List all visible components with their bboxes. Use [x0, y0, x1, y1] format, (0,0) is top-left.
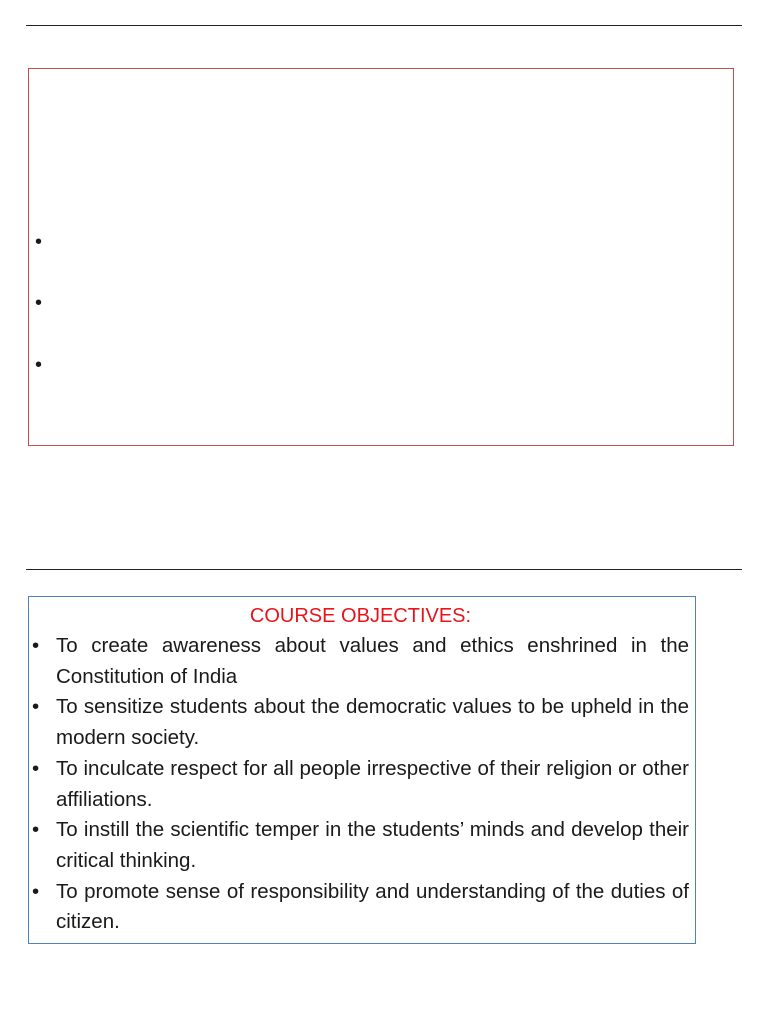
objective-text: To inculcate respect for all people irrespective of their religion or other affiliations. [56, 756, 689, 811]
objective-text: To promote sense of responsibility and understanding of the duties of citizen. [56, 879, 689, 934]
objective-item [32, 815, 689, 876]
bullet-marker: • [35, 231, 43, 253]
course-objectives-heading: COURSE OBJECTIVES: [249, 605, 472, 627]
objective-item [32, 692, 689, 753]
bullet-marker: • [32, 695, 40, 719]
bullet-marker: • [32, 634, 40, 657]
top-divider [26, 25, 742, 26]
objective-item [32, 631, 689, 692]
bullet-marker: • [35, 292, 43, 314]
objective-item [32, 754, 689, 815]
course-objectives-box [28, 596, 696, 944]
empty-outline-box [28, 68, 734, 446]
bullet-marker: • [35, 354, 43, 376]
bullet-marker: • [32, 879, 40, 903]
objectives-list [32, 631, 689, 938]
objective-text: To sensitize students about the democratic values to be upheld in the modern society. [56, 695, 689, 750]
bullet-marker: • [32, 756, 40, 780]
objective-text: To instill the scientific temper in the students’ minds and develop their critical thinking. [56, 818, 689, 872]
objective-item [32, 877, 689, 938]
middle-divider [26, 569, 742, 570]
bullet-marker: • [32, 818, 40, 842]
objective-text: To create awareness about values and ethics enshrined in the Constitution of India [56, 634, 689, 688]
